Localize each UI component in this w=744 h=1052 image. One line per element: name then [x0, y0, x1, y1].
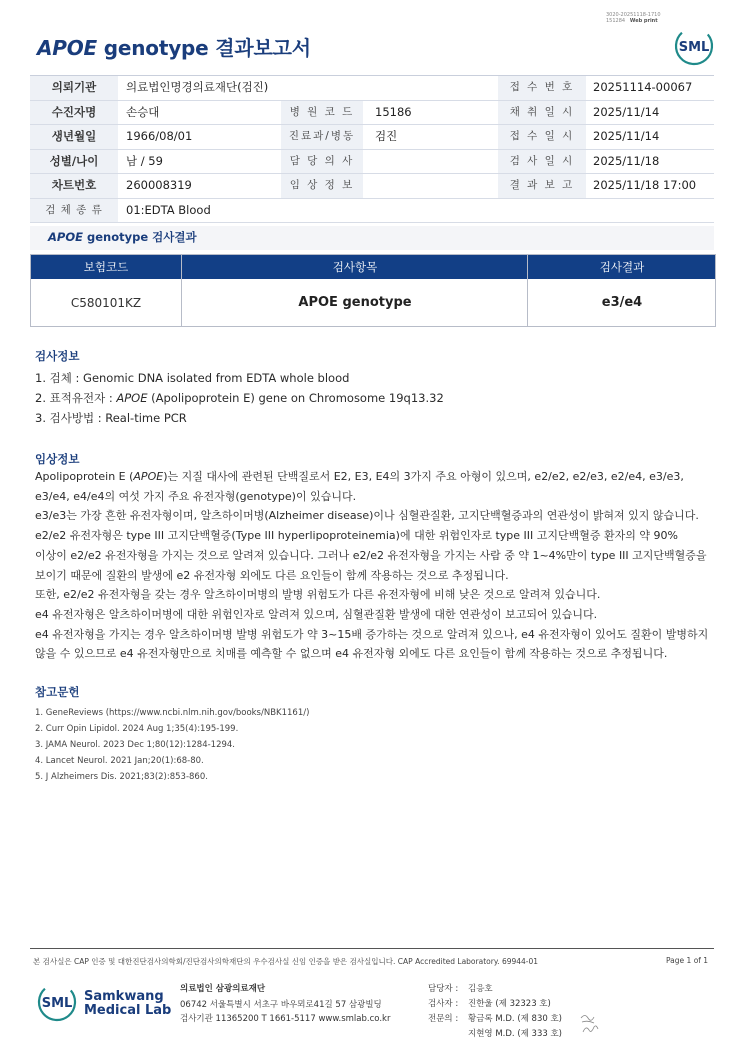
clinical-line: e4 유전자형을 가지는 경우 알츠하이머병 발병 위험도가 약 3~15배 증가하는 것으로 알려져 있으나, e4 유전자형이 있어도 질환이 발병하지 — [35, 627, 709, 641]
info-label: 검 사 일 시 — [498, 150, 586, 174]
test-item: APOE genotype — [181, 279, 528, 326]
org-contact: 검사기관 11365200 T 1661-5117 www.smlab.co.kr — [180, 1014, 391, 1024]
reference-list — [35, 705, 309, 785]
info-label: 접 수 번 호 — [498, 76, 586, 100]
result-heading — [48, 229, 197, 245]
test-info-heading: 검사정보 — [35, 349, 80, 363]
info-value: 손승대 — [126, 104, 160, 119]
staff-label-specialist: 전문의 : — [428, 1014, 459, 1024]
reference-item: 2. Curr Opin Lipidol. 2024 Aug 1;35(4):195-199. — [35, 724, 239, 734]
info-value: 20251114-00067 — [593, 80, 693, 94]
test-result: e3/e4 — [527, 279, 716, 326]
title-rest: genotype 결과보고서 — [97, 36, 311, 60]
info-label: 진료과/병동 — [281, 125, 363, 149]
info-label: 담 당 의 사 — [281, 150, 363, 174]
title-gene: APOE — [37, 36, 98, 60]
clinical-line: e3/e4, e4/e4의 여섯 가지 주요 유전자형(genotype)이 있습니다. — [35, 489, 357, 503]
result-table — [30, 254, 716, 327]
clinical-line-1 — [35, 467, 708, 487]
logo-text: SML — [41, 996, 73, 1011]
clinical-line: 또한, e2/e2 유전자형을 갖는 경우 알츠하이머병의 발병 위험도가 다른 유전자형에 비해 낮은 것으로 알려져 있습니다. — [35, 588, 601, 602]
info-value: 01:EDTA Blood — [126, 202, 211, 217]
clinical-line: e4 유전자형은 알츠하이머병에 대한 위험인자로 알려져 있으며, 심혈관질환 발생에 대한 연관성이 보고되어 있습니다. — [35, 607, 598, 621]
info-value: 2025/11/18 — [593, 153, 660, 168]
print-tag: Web print — [629, 18, 658, 24]
info-value: 남 / 59 — [126, 153, 163, 168]
result-table-header — [31, 255, 715, 279]
column-header-code: 보험코드 — [83, 260, 129, 274]
clinical-info-heading: 임상정보 — [35, 452, 80, 466]
result-heading-text: genotype 검사결과 — [82, 230, 197, 244]
report-code-line1: 3020-20251118-1710 — [606, 12, 661, 18]
lab-name-line2: Medical Lab — [84, 1003, 172, 1018]
reference-item: 3. JAMA Neurol. 2023 Dec 1;80(12):1284-1294. — [35, 740, 235, 750]
staff-manager: 김응호 — [468, 984, 493, 994]
table-row — [31, 279, 715, 326]
info-value: 15186 — [375, 104, 412, 119]
info-row — [30, 150, 714, 175]
sml-logo — [674, 26, 714, 66]
sml-logo-footer — [37, 982, 77, 1022]
clinical-line: e2/e2 유전자형은 type III 고지단백혈증(Type III hyperlipoproteinemia)에 대한 위험인자로 type III 고지단백혈증 환자의 약 90% — [35, 529, 678, 543]
target-label: 2. 표적유전자 : — [35, 391, 117, 405]
info-label: 병 원 코 드 — [281, 101, 363, 125]
reference-item: 5. J Alzheimers Dis. 2021;83(2):853-860. — [35, 772, 208, 782]
info-label: 결 과 보 고 — [498, 174, 586, 198]
staff-label-manager: 담당자 : — [428, 984, 459, 994]
info-value: 의료법인명경의료재단(검진) — [126, 80, 269, 94]
info-label: 생년월일 — [30, 125, 118, 149]
column-header-result: 검사결과 — [527, 255, 716, 279]
page-title — [37, 32, 311, 61]
lab-name — [84, 990, 171, 1018]
org-name: 의료법인 삼광의료재단 — [180, 984, 266, 994]
info-label: 차트번호 — [30, 174, 118, 198]
test-info-target — [35, 390, 444, 406]
test-info-specimen: 1. 검체 : Genomic DNA isolated from EDTA whole blood — [35, 371, 350, 385]
clinical-line-1-post: )는 지질 대사에 관련된 단백질로서 E2, E3, E4의 3가지 주요 아형이 있으며, e2/e2, e2/e3, e2/e4, e3/e3, — [163, 470, 684, 483]
clinical-info-body — [35, 467, 708, 664]
column-header-item: 검사항목 — [181, 255, 528, 279]
info-value: 검진 — [375, 129, 398, 143]
signature-image — [578, 1010, 608, 1038]
page-number: Page 1 of 1 — [666, 956, 709, 965]
info-row — [30, 125, 714, 150]
footer-divider — [30, 948, 714, 949]
clinical-line: 보이기 때문에 질환의 발생에 e2 유전자형 외에도 다른 요인들이 함께 작용하는 것으로 추정됩니다. — [35, 568, 509, 582]
org-address: 06742 서울특별시 서초구 바우뫼로41길 57 삼광빌딩 — [180, 1000, 382, 1010]
test-info-method: 3. 검사방법 : Real-time PCR — [35, 411, 187, 425]
staff-specialist-1: 황금록 M.D. (제 830 호) — [468, 1014, 563, 1024]
clinical-line: 않을 수 있으므로 e4 유전자형만으로 치매를 예측할 수 없으며 e4 유전자형 외에도 다른 요인들이 함께 작용하는 것으로 추정됩니다. — [35, 647, 668, 661]
staff-tester: 진한울 (제 32323 호) — [468, 999, 551, 1009]
info-row — [30, 174, 714, 199]
staff-label-tester: 검사자 : — [428, 999, 459, 1009]
reference-item: 4. Lancet Neurol. 2021 Jan;20(1):68-80. — [35, 756, 204, 766]
info-label: 검 체 종 류 — [30, 199, 118, 223]
target-detail: (Apolipoprotein E) gene on Chromosome 19q13.32 — [147, 391, 444, 405]
report-id: 151284 — [606, 18, 626, 24]
info-label: 성별/나이 — [30, 150, 118, 174]
clinical-line-1-gene: APOE — [133, 470, 164, 483]
clinical-line: 이상이 e2/e2 유전자형을 가지는 것으로 알려져 있습니다. 그러나 e2/e2 유전자형을 가지는 사람 중 약 1~4%만이 type III 고지단백혈증을 — [35, 548, 707, 562]
info-value: 2025/11/14 — [593, 129, 660, 143]
report-code — [606, 12, 661, 24]
insurance-code: C580101KZ — [70, 295, 142, 310]
clinical-line: e3/e3는 가장 흔한 유전자형이며, 알츠하이머병(Alzheimer disease)이나 심혈관질환, 고지단백혈증과의 연관성이 밝혀져 있지 않습니다. — [35, 509, 699, 523]
target-gene: APOE — [116, 391, 148, 405]
logo-text: SML — [678, 40, 710, 55]
info-row — [30, 199, 714, 224]
staff-specialist-2: 지현영 M.D. (제 333 호) — [468, 1029, 563, 1039]
report-code-line2 — [606, 18, 661, 24]
reference-item: 1. GeneReviews (https://www.ncbi.nlm.nih.gov/books/NBK1161/) — [35, 708, 310, 718]
lab-name-line1: Samkwang — [84, 989, 164, 1004]
info-label: 임 상 정 보 — [281, 174, 363, 198]
info-value: 2025/11/18 17:00 — [593, 178, 697, 192]
info-row — [30, 101, 714, 126]
info-label: 접 수 일 시 — [498, 125, 586, 149]
info-row — [30, 76, 714, 101]
accreditation-note: 본 검사실은 CAP 인증 및 대한진단검사의학회/진단검사의학재단의 우수검사실 신임 인증을 받은 검사실입니다. CAP Accredited Laboratory. 69944-01 — [33, 957, 539, 966]
info-value: 260008319 — [126, 178, 192, 192]
result-heading-gene: APOE — [48, 230, 83, 244]
info-label: 의뢰기관 — [30, 76, 118, 100]
info-label: 채 취 일 시 — [498, 101, 586, 125]
info-value: 2025/11/14 — [593, 104, 660, 119]
patient-info-table — [30, 75, 714, 223]
clinical-line-1-pre: Apolipoprotein E ( — [35, 470, 134, 483]
references-heading: 참고문헌 — [35, 685, 80, 699]
info-label: 수진자명 — [30, 101, 118, 125]
info-value: 1966/08/01 — [126, 129, 193, 143]
